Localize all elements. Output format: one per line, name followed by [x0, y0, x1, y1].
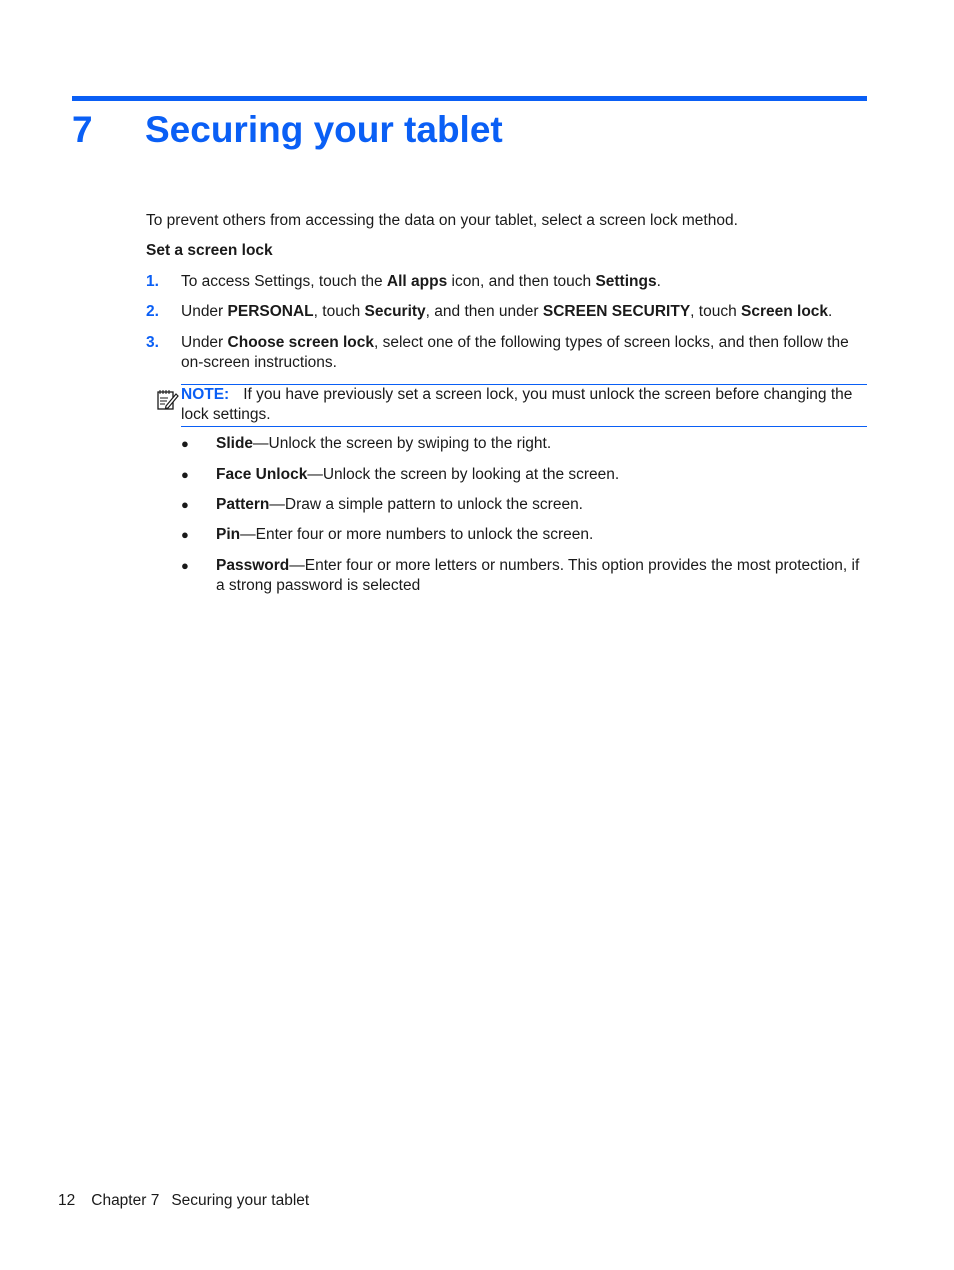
- step-number: 2.: [146, 303, 159, 320]
- ui-term: Security: [364, 303, 426, 320]
- lock-type-term: Pattern: [216, 496, 270, 513]
- step-text-run: , and then under: [425, 303, 543, 320]
- lock-type-desc: —Unlock the screen by looking at the screen.: [307, 466, 620, 483]
- lock-type-item: [181, 434, 867, 454]
- step-text-run: To access Settings, touch the: [181, 273, 387, 290]
- bullet-dot: ●: [181, 527, 189, 542]
- step-text-run: , select one of the following types of screen locks, and then follow the on-screen instructions.: [181, 334, 849, 371]
- footer-chapter-title: Securing your tablet: [171, 1192, 310, 1209]
- chapter-top-rule: [72, 96, 867, 101]
- lock-type-text: [216, 556, 867, 595]
- step-text: [181, 302, 867, 322]
- lock-type-text: [216, 495, 867, 515]
- step-text-run: , touch: [690, 303, 742, 320]
- intro-paragraph: To prevent others from accessing the data on your tablet, select a screen lock method.: [146, 212, 738, 229]
- step-number: 3.: [146, 334, 159, 351]
- step-text: [181, 333, 867, 372]
- ui-term: PERSONAL: [227, 303, 314, 320]
- bullet-dot: ●: [181, 558, 189, 573]
- lock-type-text: [216, 434, 867, 454]
- ui-term: All apps: [386, 273, 448, 290]
- lock-type-term: Slide: [216, 435, 254, 452]
- step-text-run: .: [656, 273, 661, 290]
- lock-type-desc: —Enter four or more numbers to unlock the screen.: [240, 526, 594, 543]
- note-text: If you have previously set a screen lock, you must unlock the screen before changing the lock settings.: [181, 386, 853, 423]
- step-number: 1.: [146, 273, 159, 290]
- bullet-dot: ●: [181, 497, 189, 512]
- lock-type-item: [181, 495, 867, 515]
- step-text-run: .: [828, 303, 833, 320]
- note-box: [181, 384, 867, 427]
- note-icon: [155, 387, 179, 411]
- lock-type-item: [181, 525, 867, 545]
- lock-type-term: Face Unlock: [216, 466, 308, 483]
- lock-type-text: [216, 465, 867, 485]
- step-text-run: Under: [181, 303, 228, 320]
- bullet-dot: ●: [181, 467, 189, 482]
- lock-type-term: Pin: [216, 526, 241, 543]
- lock-type-desc: —Enter four or more letters or numbers. This option provides the most protection, if a strong password is selected: [216, 557, 860, 594]
- footer-chapter-label: Chapter 7: [91, 1192, 160, 1209]
- chapter-number: 7: [72, 109, 93, 150]
- step-1: [146, 272, 867, 292]
- ui-term: Choose screen lock: [227, 334, 374, 351]
- step-3: [146, 333, 867, 372]
- step-2: [146, 302, 867, 322]
- lock-type-term: Password: [216, 557, 290, 574]
- step-text-run: icon, and then touch: [447, 273, 596, 290]
- ui-term: Screen lock: [741, 303, 829, 320]
- lock-type-item: [181, 556, 867, 595]
- page-footer: [58, 1191, 325, 1211]
- lock-type-desc: —Draw a simple pattern to unlock the screen.: [269, 496, 583, 513]
- ui-term: Settings: [595, 273, 657, 290]
- section-heading: Set a screen lock: [146, 242, 273, 259]
- step-text-run: Under: [181, 334, 228, 351]
- page-number: 12: [58, 1192, 76, 1209]
- bullet-dot: ●: [181, 436, 189, 451]
- chapter-heading: [72, 104, 503, 156]
- step-text-run: , touch: [313, 303, 365, 320]
- note-label: NOTE:: [181, 386, 230, 403]
- step-text: [181, 272, 867, 292]
- chapter-title: Securing your tablet: [145, 109, 503, 150]
- lock-type-desc: —Unlock the screen by swiping to the right.: [253, 435, 552, 452]
- lock-type-item: [181, 465, 867, 485]
- ui-term: SCREEN SECURITY: [542, 303, 691, 320]
- lock-type-text: [216, 525, 867, 545]
